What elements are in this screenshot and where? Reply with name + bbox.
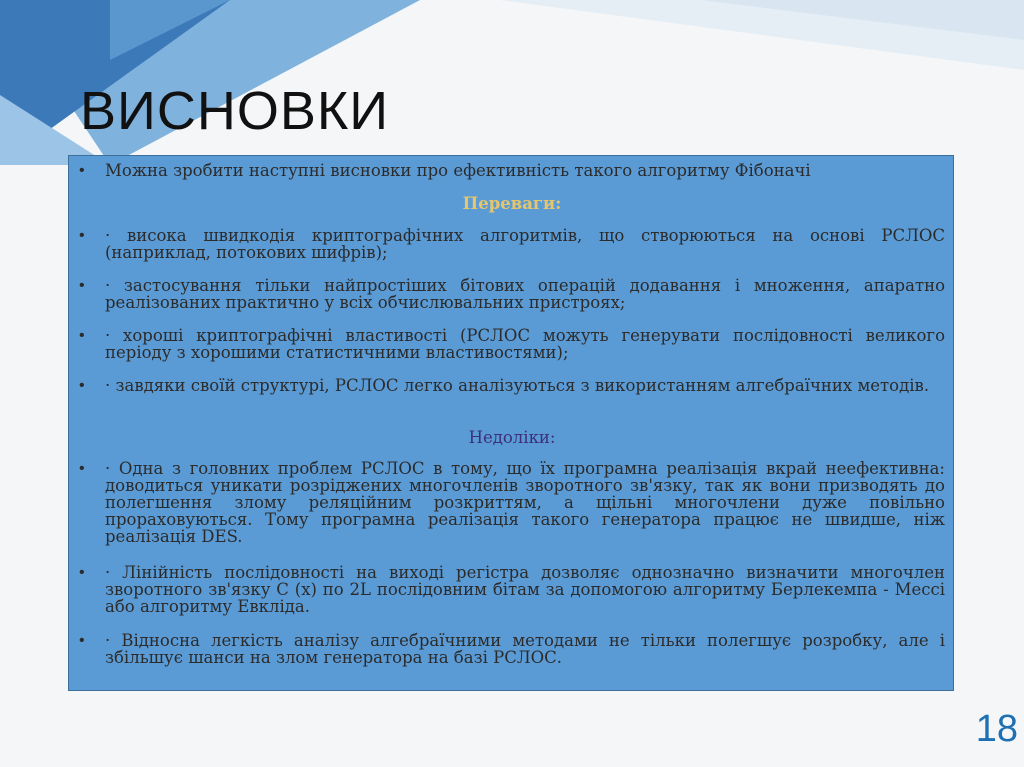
bullet-icon: • [79,564,85,581]
advantage-item: · хороші криптографічні властивості (РСЛОС можуть генерувати послідовності великого періоду з хорошими статистичними властивостями); [105,326,945,362]
bullet-icon: • [79,227,85,244]
advantages-heading: Переваги: [462,194,562,213]
disadvantage-item: · Відносна легкість аналізу алгебраїчними методами не тільки полегшує розробку, але і збільшує шанси на злом генератора на базі РСЛОС. [105,631,945,667]
content-box [68,155,954,691]
bullet-icon: • [79,277,85,294]
intro-text: Можна зробити наступні висновки про ефективність такого алгоритму Фібоначі [105,161,811,180]
disadvantage-item: · Лінійність послідовності на виході регістра дозволяє однозначно визначити многочлен зворотного зв'язку С (x) по 2L послідовним бітам за допомогою алгоритму Берлекемпа - Мессі або алгоритму Евкліда. [105,563,945,616]
advantage-item: · застосування тільки найпростіших бітових операцій додавання і множення, апаратно реалізованих практично у всіх обчислювальних пристроях; [105,276,945,312]
bullet-icon: • [79,327,85,344]
bullet-icon: • [79,162,85,179]
disadvantages-heading: Недоліки: [468,428,556,447]
advantage-item: · завдяки своїй структурі, РСЛОС легко аналізуються з використанням алгебраїчних методів. [105,376,930,395]
bullet-icon: • [79,377,85,394]
page-number: 18 [975,708,1018,750]
advantage-item: · висока швидкодія криптографічних алгоритмів, що створюються на основі РСЛОС (наприклад, потокових шифрів); [105,226,945,262]
bullet-icon: • [79,632,85,649]
bullet-icon: • [79,460,85,477]
slide-title: ВИСНОВКИ [80,81,390,141]
disadvantage-item: · Одна з головних проблем РСЛОС в тому, що їх програмна реалізація вкрай неефективна: доводиться уникати розріджених многочленів зворотного зв'язку, так як вони призводять до полегшення злому реляційним розкриттям, а щільні многочлени дуже повільно прораховуються. Тому програмна реалізація такого генератора працює не швидше, ніж реалізація DES. [105,459,945,546]
